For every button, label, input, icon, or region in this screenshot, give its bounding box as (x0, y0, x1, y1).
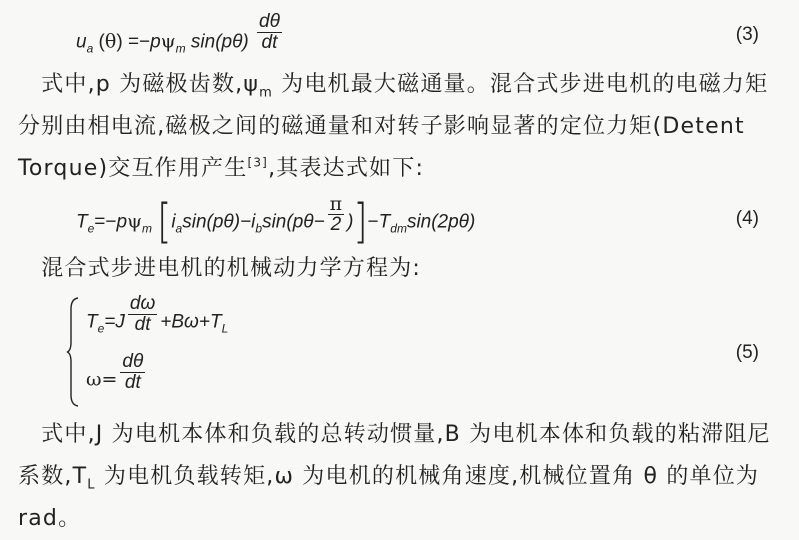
equation-5-line-1: $T_e=J$ $\frac{d\omega}{dt}$ $+B\omega+T_L$ (86, 293, 229, 336)
equation-5-number: (5) (735, 342, 759, 363)
equation-5 (0, 338, 799, 368)
equation-4-expression: $T_e=-p\psi_m$ [$i_a\sin(p\theta)-i_b\sin(p\theta-$ $\frac{\pi}{2}$ )]$-T_{dm}\sin(2p\theta)$ (76, 193, 476, 249)
equation-3-expression: $u_a$ $(\theta) =-p\psi_m$ sin(pθ) $\frac{d\theta}{dt}$ (76, 11, 280, 56)
right-bracket: ] (353, 195, 368, 249)
citation-3[interactable]: [3] (247, 155, 269, 170)
equation-3-number: (3) (735, 24, 759, 45)
paragraph-3: 式中,J 为电机本体和负载的总转动惯量,B 为电机本体和负载的粘滞阻尼系数$,T_L$ 为电机负载转矩,ω 为电机的机械角速度,机械位置角 θ 的单位为 rad。 (18, 422, 771, 531)
equation-4-number: (4) (735, 208, 759, 229)
left-bracket: [ (157, 195, 172, 249)
paragraph-1: 式中,p 为磁极齿数$,\psi_m$ 为电机最大磁通量。混合式步进电机的电磁力矩分别由相电流,磁极之间的磁通量和对转子影响显著的定位力矩(Detent Torque)交互作用产生[3],其表达式如下: (18, 72, 769, 181)
equation-5-line-2: ω= $\frac{d\theta}{dt}$ (86, 351, 144, 393)
paragraph-2: 混合式步进电机的机械动力学方程为: (18, 256, 422, 281)
equation-3 (0, 11, 799, 58)
equation-4 (0, 193, 799, 249)
